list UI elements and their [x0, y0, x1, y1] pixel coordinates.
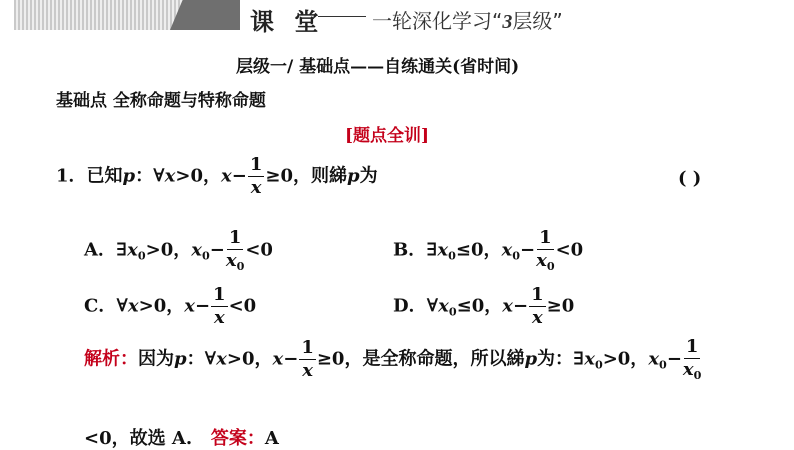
option-a: A．$\exists x_0>0$，$x_0-$ $\frac{1}{x_0}$ <0: [84, 227, 273, 273]
option-b: B．$\exists x_0\le 0$，$x_0-$ $\frac{1}{x_0}$ <0: [393, 227, 584, 273]
analysis-line: 解析：因为p：∀x>0，x− $\frac{1}{x}$ ≥0，是全称命题，所以綈p为：$\exists x_0>0$，$x_0-$ $\frac{1}{x_0}$: [84, 336, 702, 382]
question-fraction: $\frac{1}{x}$: [249, 154, 263, 198]
answer-value: A: [264, 428, 279, 449]
header-title: 课 堂: [250, 8, 325, 36]
header-dash: [318, 16, 366, 17]
header-stripes: [14, 0, 182, 30]
level-title: 层级一/ 基础点——自练通关(省时间): [236, 57, 520, 77]
section-tag: [题点全训]: [345, 126, 430, 146]
answer-blank: ( ): [678, 168, 702, 189]
option-c: C．∀x>0，x− $\frac{1}{x}$ <0: [84, 284, 257, 328]
header-subtitle: 一轮深化学习“3层级”: [372, 9, 563, 33]
option-d: D．$\forall x_0\le 0$，x− $\frac{1}{x}$ ≥0: [393, 284, 575, 328]
analysis-conclusion: <0，故选 A. 答案：A: [84, 428, 279, 449]
question-stem: 1．已知p：∀x>0，x− $\frac{1}{x}$ ≥0，则綈p为: [56, 154, 378, 198]
answer-label: 答案：: [210, 428, 265, 449]
analysis-label: 解析：: [84, 348, 138, 370]
section-title: 基础点 全称命题与特称命题: [56, 91, 266, 111]
